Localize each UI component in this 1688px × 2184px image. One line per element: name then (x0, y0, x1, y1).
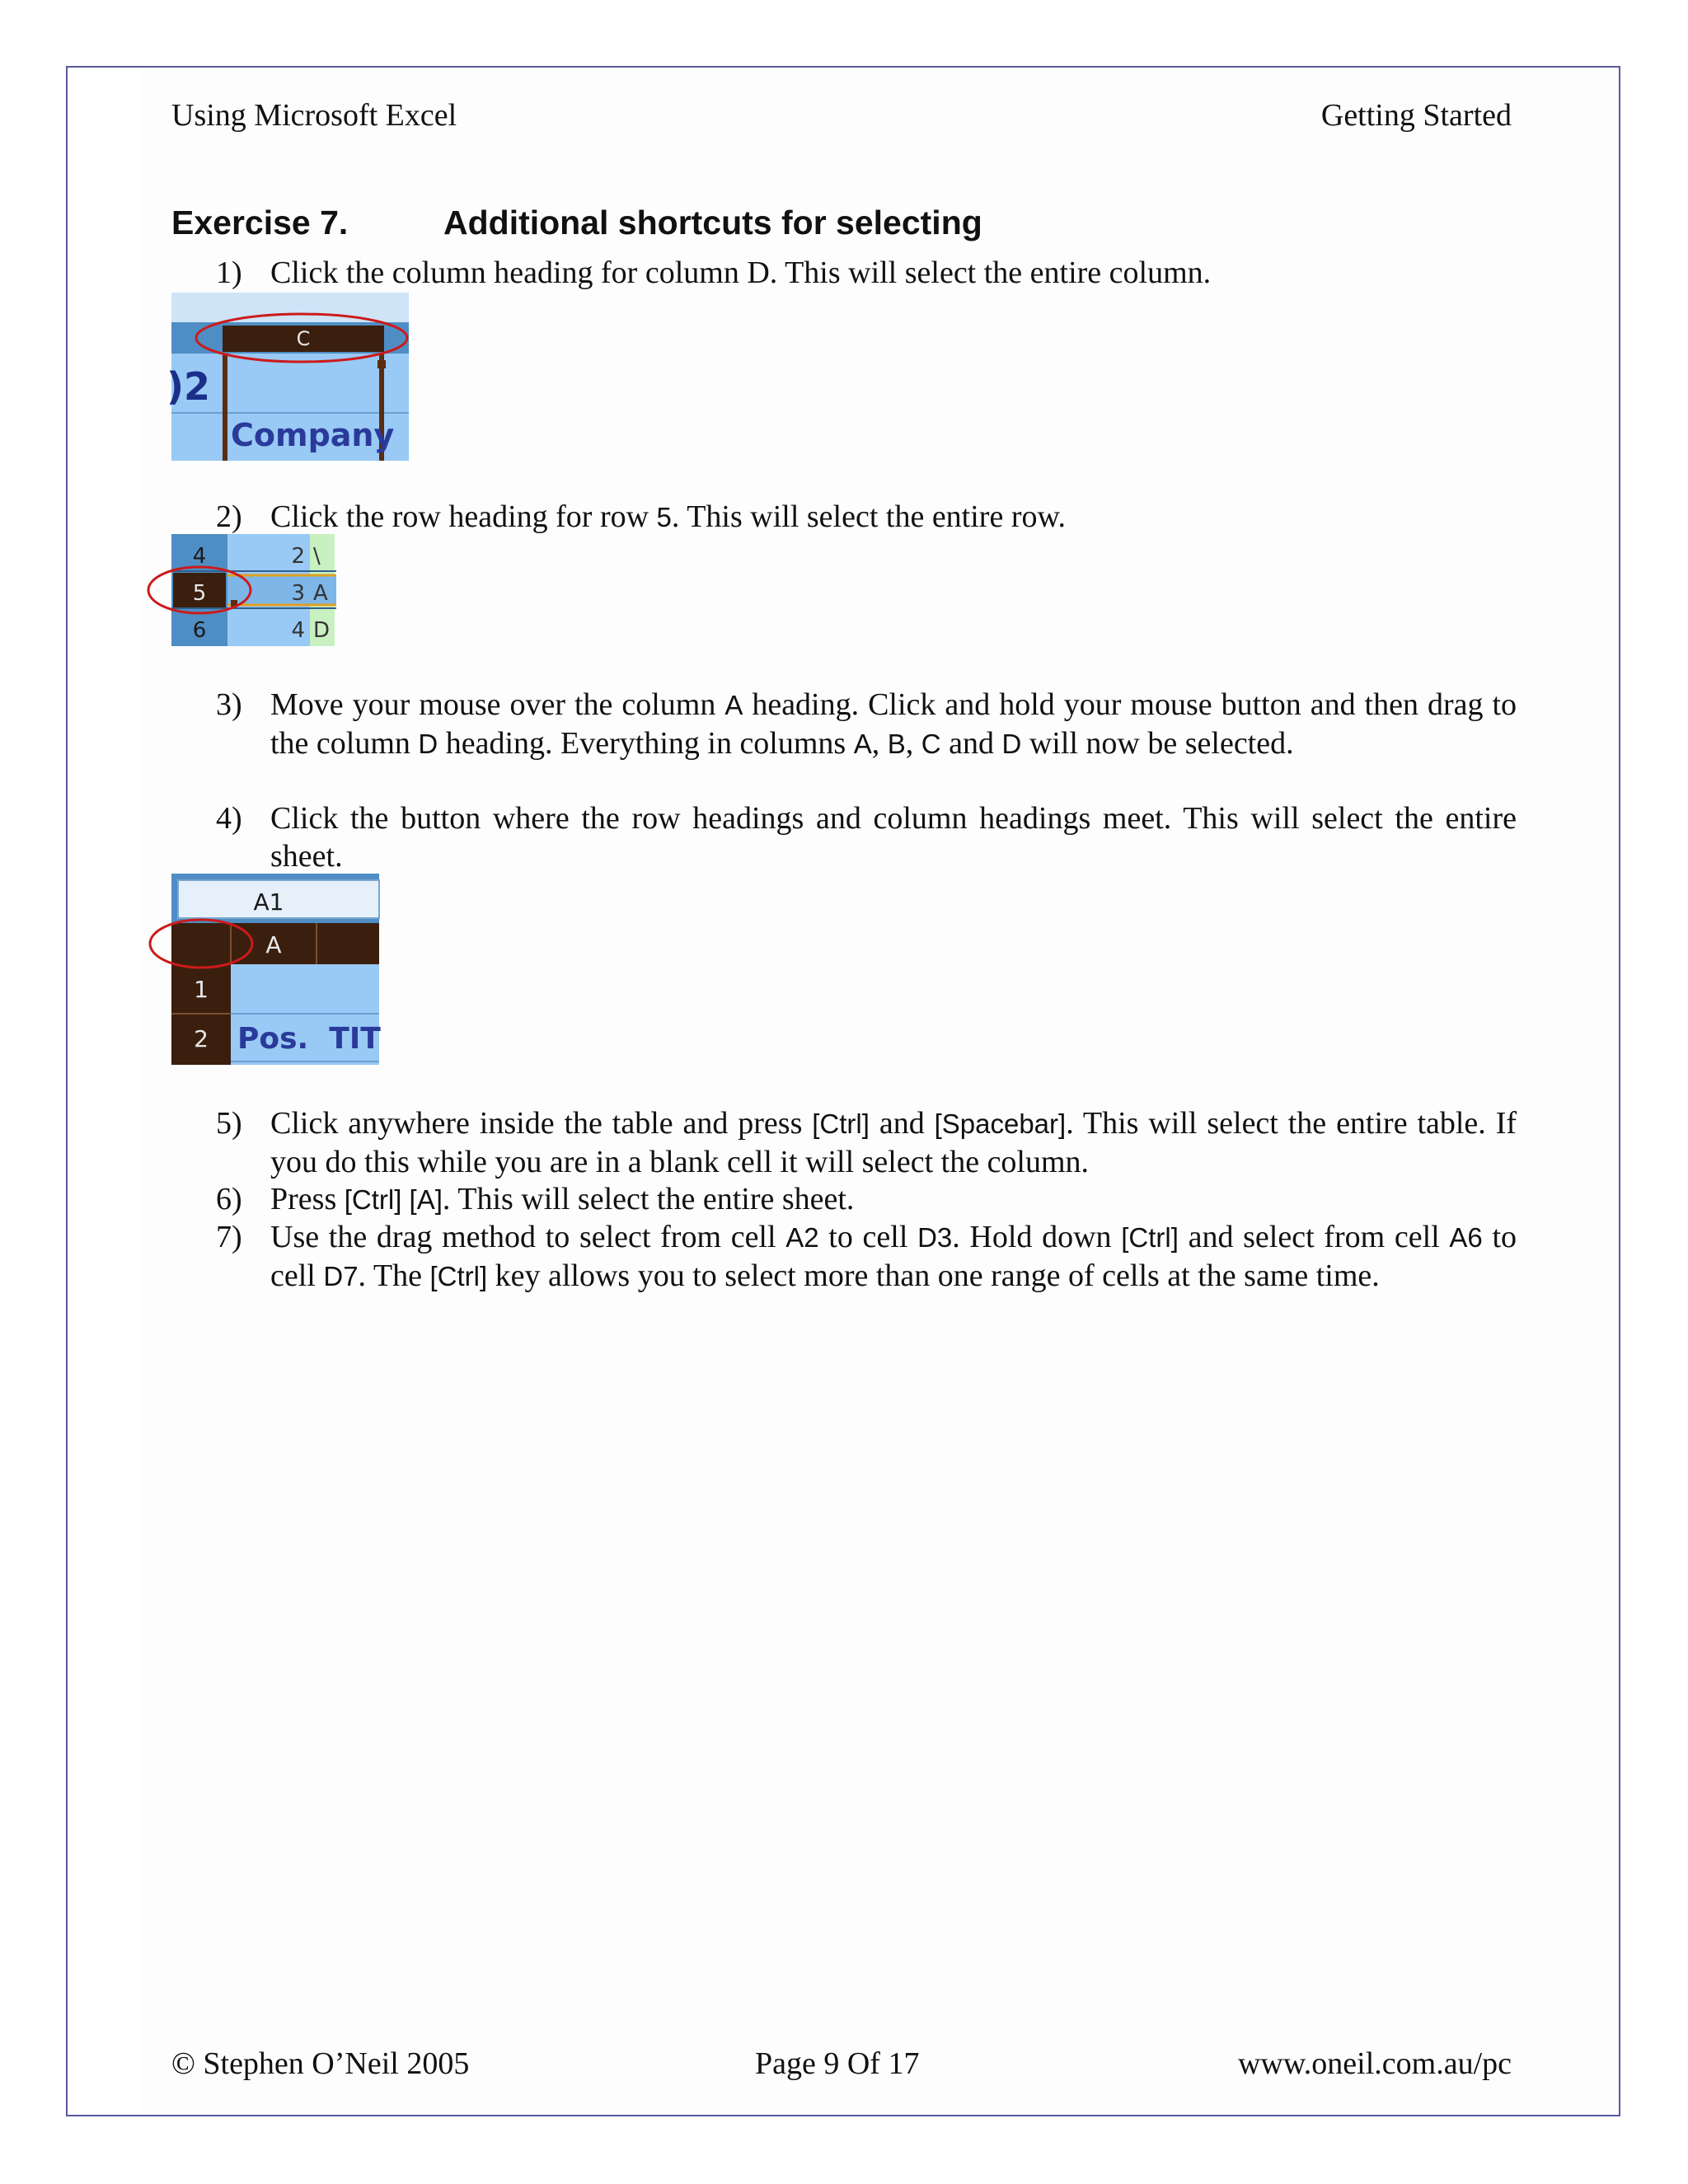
step-number: 3) (216, 687, 242, 722)
step-text-key: B (887, 729, 906, 759)
step-text-key: [Ctrl] (1121, 1222, 1179, 1253)
step-text (270, 686, 1517, 763)
exercise-heading (171, 204, 982, 242)
step-text-part: heading. Click and hold your mouse button and then drag to the column (270, 687, 1517, 761)
footer-copyright: © Stephen O’Neil 2005 (171, 2046, 470, 2081)
step-text-key: 5 (656, 502, 672, 532)
step-number: 5) (216, 1106, 242, 1141)
row-selection-image (145, 534, 336, 646)
row-header-2: 2 (194, 1025, 209, 1052)
step-text-part: Use the drag method to select from cell (270, 1220, 786, 1254)
step-text-part: key allows you to select more than one range of cells at the same time. (487, 1258, 1380, 1293)
step-text-part: and (940, 726, 1002, 761)
step-text-part: heading. Everything in columns (438, 726, 854, 761)
step-text-key: [Ctrl] (812, 1108, 870, 1139)
step-text-key: A (853, 729, 872, 759)
row-fragment-label: )2 (166, 364, 211, 409)
screenshot-row-selection (145, 534, 336, 646)
step-text-key: A6 (1449, 1222, 1483, 1253)
step-text-part: , (905, 726, 921, 761)
screenshot-column-selection (166, 293, 409, 461)
exercise-title: Additional shortcuts for selecting (443, 204, 982, 241)
footer-website: www.oneil.com.au/pc (1237, 2046, 1512, 2081)
step-text-part: . The (358, 1258, 430, 1293)
step-text-key: D (418, 729, 438, 759)
step-text-part: Click the button where the row headings and column headings meet. This will select the entire sheet. (270, 801, 1517, 874)
header-document-title: Using Microsoft Excel (171, 98, 457, 133)
step-text-part: Press (270, 1182, 345, 1216)
footer-page-number: Page 9 Of 17 (755, 2046, 920, 2081)
step-text-part: to cell (818, 1220, 918, 1254)
step-text-key: [Spacebar] (934, 1108, 1067, 1139)
step-text-key: D3 (917, 1222, 953, 1253)
step-text-part: and select from cell (1178, 1220, 1450, 1254)
row-header-4: 4 (192, 544, 207, 569)
step-text (270, 1104, 1517, 1181)
cell-fragment: \ (313, 544, 321, 569)
step-number: 2) (216, 499, 242, 534)
step-text (270, 1180, 1517, 1219)
step-text-key: D7 (323, 1261, 359, 1291)
name-box-value: A1 (253, 888, 284, 916)
step-text-part: . This will select the entire sheet. (442, 1182, 855, 1216)
step-text-key: A2 (785, 1222, 819, 1253)
step-text-key: A (724, 690, 743, 720)
column-heading-a: A (265, 931, 282, 958)
header-section-title: Getting Started (1320, 98, 1512, 133)
cell-position-title: Pos. TIT (237, 1022, 381, 1056)
step-text-part: . This will select the entire row. (671, 499, 1066, 534)
step-text-part: and (869, 1106, 935, 1141)
step-text-part: Click anywhere inside the table and press (270, 1106, 813, 1141)
step-number: 7) (216, 1220, 242, 1254)
column-selection-image (166, 293, 409, 461)
step-text-part: , (871, 726, 888, 761)
step-text-part: Click the column heading for column D. This will select the entire column. (270, 255, 1212, 290)
step-text (270, 1218, 1517, 1296)
step-text-part: Move your mouse over the column (270, 687, 725, 722)
step-number: 1) (216, 255, 242, 290)
cell-fragment: A (313, 581, 328, 606)
step-text-key: [Ctrl] [A] (344, 1184, 443, 1215)
cell-company-text: Company (231, 417, 395, 453)
step-text-key: C (921, 729, 941, 759)
row-header-5: 5 (192, 581, 207, 606)
step-text-key: D (1001, 729, 1022, 759)
step-text-part: will now be selected. (1021, 726, 1294, 761)
step-text (270, 799, 1517, 875)
step-text (270, 498, 1517, 537)
cell-fragment: D (313, 618, 331, 643)
step-text-part: to cell (270, 1220, 1517, 1293)
step-number: 4) (216, 801, 242, 836)
row-header-1: 1 (194, 976, 209, 1003)
screenshot-select-all (145, 874, 379, 1065)
row-header-6: 6 (192, 618, 207, 643)
column-heading-label: C (296, 327, 311, 350)
step-text (270, 254, 1517, 292)
step-text-part: Click the row heading for row (270, 499, 657, 534)
step-text-part: . This will select the entire table. If you do this while you are in a blank cell it will select the column. (270, 1106, 1517, 1179)
select-all-image (145, 874, 379, 1065)
exercise-number: Exercise 7. (171, 204, 349, 241)
cell-value: 2 (291, 544, 305, 569)
step-text-part: . Hold down (952, 1220, 1122, 1254)
cell-value: 4 (291, 618, 305, 643)
step-number: 6) (216, 1182, 242, 1216)
cell-value: 3 (291, 581, 305, 606)
step-text-key: [Ctrl] (429, 1261, 488, 1291)
